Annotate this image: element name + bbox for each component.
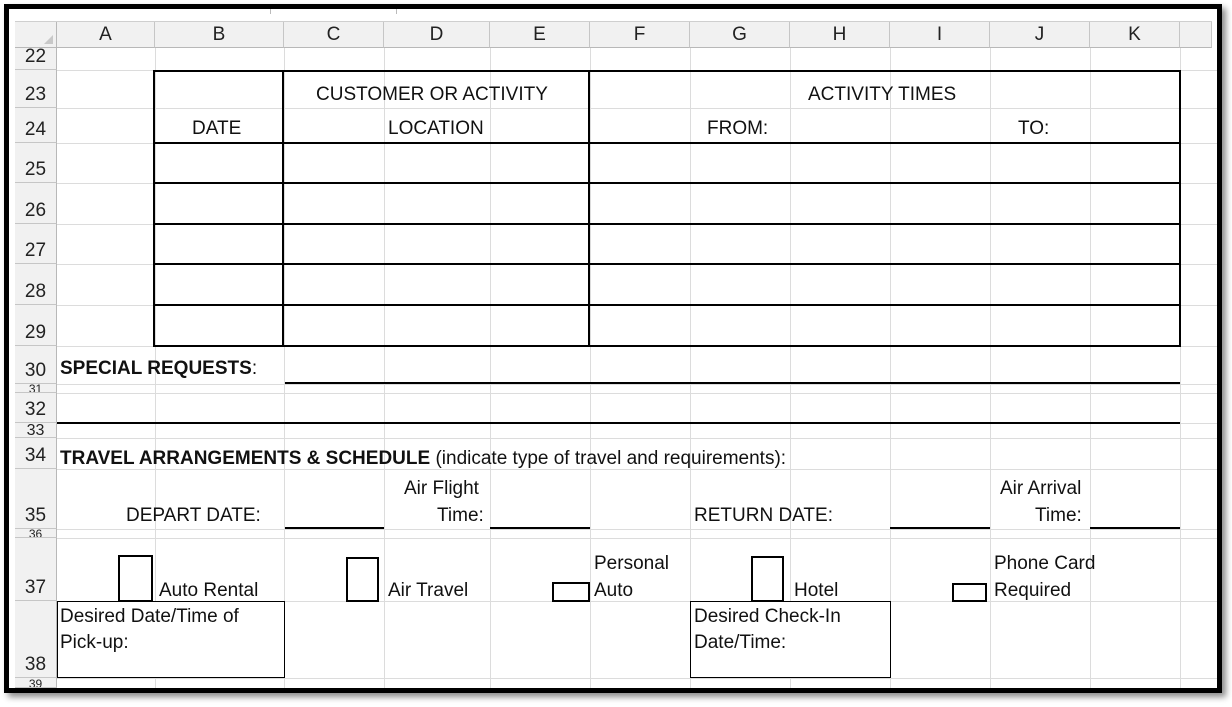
table-divider xyxy=(153,223,1181,225)
row-header-29[interactable]: 29 xyxy=(15,305,57,346)
air-arrival-time-label: Time: xyxy=(1035,505,1082,526)
hotel-label: Hotel xyxy=(794,580,839,601)
column-header-e[interactable]: E xyxy=(490,22,590,48)
row-header-24[interactable]: 24 xyxy=(15,108,57,143)
air-flight-time-label: Time: xyxy=(437,505,484,526)
column-header-c[interactable]: C xyxy=(284,22,384,48)
column-header-h[interactable]: H xyxy=(790,22,890,48)
column-header-i[interactable]: I xyxy=(890,22,990,48)
row-header-37[interactable]: 37 xyxy=(15,538,57,601)
row-header-39[interactable]: 39 xyxy=(15,678,57,688)
pickup-label-line2: Pick-up: xyxy=(60,632,129,653)
row-header-35[interactable]: 35 xyxy=(15,469,57,529)
column-header-j[interactable]: J xyxy=(990,22,1090,48)
row-header-38[interactable]: 38 xyxy=(15,601,57,678)
personal-auto-checkbox[interactable] xyxy=(552,582,590,602)
special-requests-line-1[interactable] xyxy=(285,382,1180,384)
toolbar-tab-edge xyxy=(270,9,397,14)
row-header-33[interactable]: 33 xyxy=(15,423,57,438)
formula-bar-strip xyxy=(15,9,1212,22)
column-header-overflow xyxy=(1180,22,1212,48)
row-header-34[interactable]: 34 xyxy=(15,438,57,469)
hotel-checkbox[interactable] xyxy=(751,556,784,602)
gridline xyxy=(57,393,1217,394)
gridline xyxy=(57,678,1217,679)
select-all-corner[interactable] xyxy=(15,22,57,48)
column-header-d[interactable]: D xyxy=(384,22,490,48)
checkin-label-line1: Desired Check-In xyxy=(694,606,841,627)
travel-heading: TRAVEL ARRANGEMENTS & SCHEDULE (indicate type of travel and requirements): xyxy=(60,448,787,469)
row-header-30[interactable]: 30 xyxy=(15,346,57,384)
special-requests-line-2[interactable] xyxy=(57,422,1180,424)
personal-auto-label-line2: Auto xyxy=(594,580,634,601)
row-header-28[interactable]: 28 xyxy=(15,264,57,305)
column-header-a[interactable]: A xyxy=(57,22,155,48)
column-header-k[interactable]: K xyxy=(1090,22,1180,48)
to-header: TO: xyxy=(1018,118,1050,139)
row-header-36[interactable]: 36 xyxy=(15,529,57,538)
return-date-line[interactable] xyxy=(890,527,990,529)
gridline xyxy=(57,529,1217,530)
phone-card-checkbox[interactable] xyxy=(952,583,987,602)
air-arrival-time-line[interactable] xyxy=(1090,527,1180,529)
row-header-23[interactable]: 23 xyxy=(15,70,57,108)
row-header-27[interactable]: 27 xyxy=(15,224,57,264)
date-header: DATE xyxy=(192,118,242,139)
air-flight-label: Air Flight xyxy=(404,478,479,499)
return-date-label: RETURN DATE: xyxy=(694,505,833,526)
depart-date-label: DEPART DATE: xyxy=(126,505,261,526)
phone-card-label-line2: Required xyxy=(994,580,1072,601)
personal-auto-label-line1: Personal xyxy=(594,553,669,574)
table-divider xyxy=(153,304,1181,306)
gridline xyxy=(57,384,1217,385)
depart-date-line[interactable] xyxy=(285,527,384,529)
location-cell-row-25[interactable] xyxy=(284,144,588,182)
row-header-25[interactable]: 25 xyxy=(15,143,57,183)
location-header: LOCATION xyxy=(388,118,484,139)
column-header-g[interactable]: G xyxy=(690,22,790,48)
from-header: FROM: xyxy=(707,118,769,139)
gridline xyxy=(57,538,1217,539)
column-header-f[interactable]: F xyxy=(590,22,690,48)
air-arrival-label: Air Arrival xyxy=(1000,478,1082,499)
table-divider xyxy=(153,182,1181,184)
air-travel-checkbox[interactable] xyxy=(346,557,379,602)
row-header-26[interactable]: 26 xyxy=(15,183,57,224)
gridline xyxy=(57,438,1217,439)
phone-card-label-line1: Phone Card xyxy=(994,553,1096,574)
table-divider xyxy=(153,263,1181,265)
customer-header: CUSTOMER OR ACTIVITY xyxy=(316,84,548,105)
row-header-31[interactable]: 31 xyxy=(15,384,57,393)
row-header-32[interactable]: 32 xyxy=(15,393,57,423)
checkin-label-line2: Date/Time: xyxy=(694,632,787,653)
row-header-22[interactable]: 22 xyxy=(15,48,57,70)
pickup-label-line1: Desired Date/Time of xyxy=(60,606,239,627)
times-cell-row-25[interactable] xyxy=(590,144,1179,182)
column-header-b[interactable]: B xyxy=(155,22,284,48)
air-travel-label: Air Travel xyxy=(388,580,469,601)
activity-times-header: ACTIVITY TIMES xyxy=(808,84,957,105)
air-flight-time-line[interactable] xyxy=(490,527,590,529)
auto-rental-label: Auto Rental xyxy=(159,580,259,601)
special-requests-label: SPECIAL REQUESTS: xyxy=(60,358,258,379)
date-cell-row-25[interactable] xyxy=(155,144,282,182)
auto-rental-checkbox[interactable] xyxy=(118,555,153,602)
